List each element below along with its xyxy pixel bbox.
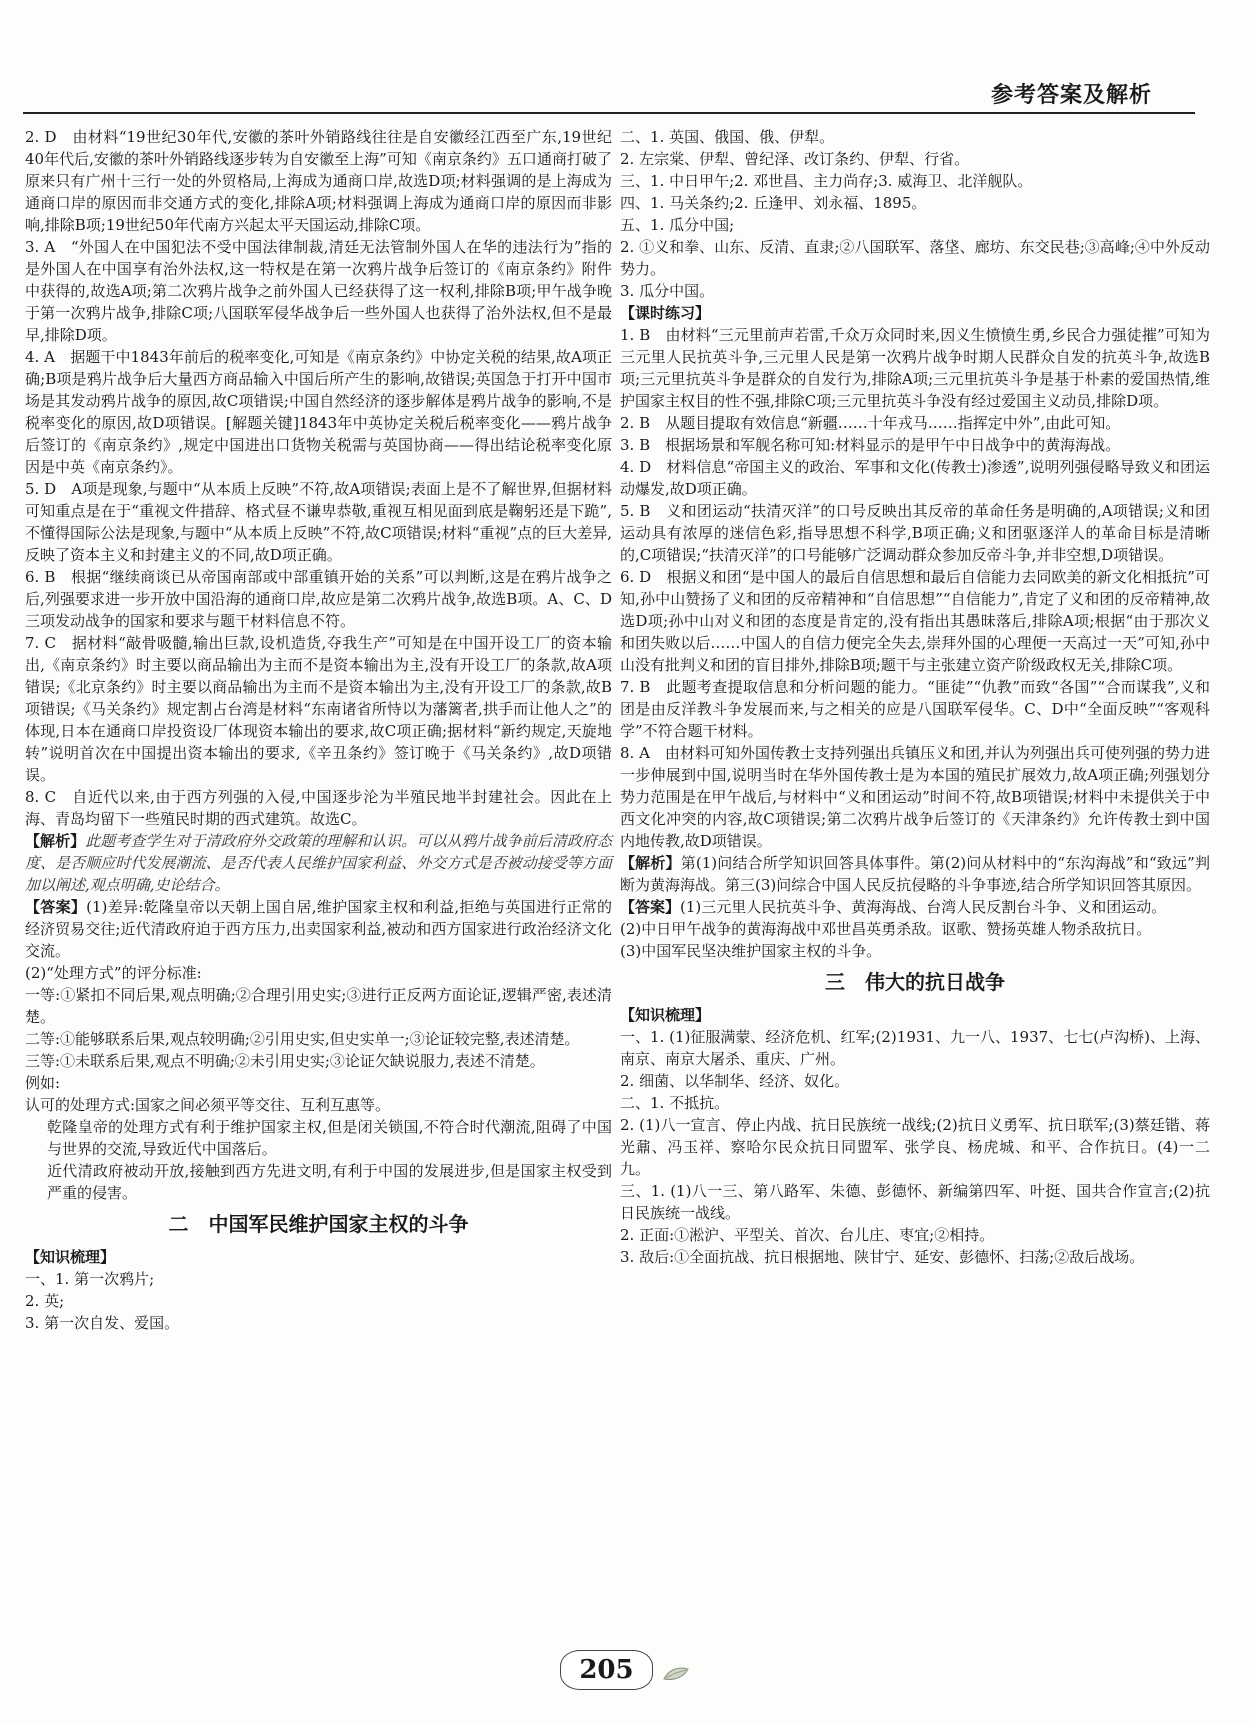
knowledge-item: 2. ①义和拳、山东、反清、直隶;②八国联军、落垡、廊坊、东交民巷;③高峰;④中外反动势力。 xyxy=(620,238,1210,278)
knowledge-item: 一、1. (1)征服满蒙、经济危机、红军;(2)1931、九一八、1937、七七(卢沟桥)、上海、南京、南京大屠杀、重庆、广州。 xyxy=(620,1028,1210,1068)
knowledge-item: 五、1. 瓜分中国; xyxy=(620,216,735,234)
practice-item: 3. B 根据场景和军舰名称可知:材料显示的是甲午中日战争中的黄海海战。 xyxy=(620,436,1121,454)
page-footer xyxy=(0,1650,1250,1690)
header-title: 参考答案及解析 xyxy=(990,83,1152,108)
knowledge-label: 【知识梳理】 xyxy=(620,1006,711,1024)
knowledge-label: 【知识梳理】 xyxy=(25,1248,116,1266)
analysis-label: 【解析】 xyxy=(620,854,681,872)
example-label: 例如: xyxy=(25,1074,61,1092)
q9-analysis xyxy=(620,852,1210,896)
q9-answer xyxy=(620,896,1210,918)
paragraph: 近代清政府被动开放,接触到西方先进文明,有利于中国的发展进步,但是国家主权受到严重的侵害。 xyxy=(47,1162,612,1202)
answer-item: 5. D A项是现象,与题中“从本质上反映”不符,故A项错误;表面上是不了解世界,但据材料可知重点是在于“重视文件措辞、格式昼不谦卑恭敬,重视互相见面到底是鞠躬还是下跪”,不懂得国际公法是现象,与题中“从本质上反映”不符,故C项错误;材料“重视”点的巨大差异,反映了资本主义和封建主义的不同,故D项正确。 xyxy=(25,480,612,564)
knowledge-item: 三、1. 中日甲午;2. 邓世昌、主力尚存;3. 威海卫、北洋舰队。 xyxy=(620,172,1033,190)
q9-answer xyxy=(25,896,612,962)
example-text: 认可的处理方式:国家之间必须平等交往、互利互惠等。 xyxy=(25,1096,391,1114)
page-number: 205 xyxy=(560,1650,652,1690)
answer-text: (1)三元里人民抗英斗争、黄海海战、台湾人民反割台斗争、义和团运动。 xyxy=(680,898,1167,916)
answer-item: 7. C 据材料“敲骨吸髓,输出巨款,设机造货,夺我生产”可知是在中国开设工厂的资本输出,《南京条约》时主要以商品输出为主而不是资本输出为主,没有开设工厂的条款,故A项错误;《北京条约》时主要以商品输出为主而不是资本输出为主,没有开设工厂的条款,故B项错误;《马关条约》规定割占台湾是材料“东南诸省所恃以为藩篱者,拱手而让他人之”的体现,日本在通商口岸投资设厂体现资本输出的要求,故C项正确;据材料“新约规定,天旋地转”说明首次在中国提出资本输出的要求,《辛丑条约》签订晚于《马关条约》,故D项错误。 xyxy=(25,634,612,784)
right-column xyxy=(620,126,1210,1268)
knowledge-item: 2. 细菌、以华制华、经济、奴化。 xyxy=(620,1072,850,1090)
answer-item: 2. D 由材料“19世纪30年代,安徽的茶叶外销路线往往是自安徽经江西至广东,19世纪40年代后,安徽的茶叶外销路线逐步转为自安徽至上海”可知《南京条约》五口通商打破了原来只有广州十三行一处的外贸格局,上海成为通商口岸,故选D项;材料强调的是上海成为通商口岸的原因而非交通方式的变化,排除A项;材料强调上海成为通商口岸的原因而非影响,排除B项;19世纪50年代南方兴起太平天国运动,排除C项。 xyxy=(25,128,612,234)
answer-item: 3. A “外国人在中国犯法不受中国法律制裁,清廷无法管制外国人在华的违法行为”指的是外国人在中国享有治外法权,这一特权是在第一次鸦片战争后签订的《南京条约》附件中获得的,故选A项;第二次鸦片战争之前外国人已经获得了这一权利,排除B项;甲午战争晚于第一次鸦片战争,排除C项;八国联军侵华战争后一些外国人也获得了治外法权,但不是最早,排除D项。 xyxy=(25,238,612,344)
answer-item: 6. B 根据“继续商谈已从帝国南部或中部重镇开始的关系”可以判断,这是在鸦片战争之后,列强要求进一步开放中国沿海的通商口岸,故应是第二次鸦片战争,故选B项。A、C、D三项发动战争的国家和要求与题干材料信息不符。 xyxy=(25,568,612,630)
left-column xyxy=(25,126,612,1334)
practice-item: 7. B 此题考查提取信息和分析问题的能力。“匪徒”“仇教”而致“各国”“合而谋我”,义和团是由反洋教斗争发展而来,与之相关的应是八国联军侵华。C、D中“全面反映”“客观科学”不符合题干材料。 xyxy=(620,678,1210,740)
knowledge-item: 一、1. 第一次鸦片; xyxy=(25,1270,155,1288)
analysis-label: 【解析】 xyxy=(25,832,86,850)
header-rule xyxy=(23,112,1195,114)
answer-label: 【答案】 xyxy=(620,898,681,916)
answer-text: (3)中国军民坚决维护国家主权的斗争。 xyxy=(620,942,882,960)
knowledge-item: 3. 瓜分中国。 xyxy=(620,282,715,300)
knowledge-item: 二、1. 不抵抗。 xyxy=(620,1094,730,1112)
paragraph: 乾隆皇帝的处理方式有利于维护国家主权,但是闭关锁国,不符合时代潮流,阻碍了中国与世界的交流,导致近代中国落后。 xyxy=(47,1118,612,1158)
analysis-text: 此题考查学生对于清政府外交政策的理解和认识。可以从鸦片战争前后清政府态度、是否顺应时代发展潮流、是否代表人民维护国家利益、外交方式是否被动接受等方面加以阐述,观点明确,史论结合。 xyxy=(25,832,612,894)
q9-analysis xyxy=(25,830,612,896)
answer-text: (2)中日甲午战争的黄海海战中邓世昌英勇杀敌。讴歌、赞扬英雄人物杀敌抗日。 xyxy=(620,920,1152,938)
knowledge-item: 3. 敌后:①全面抗战、抗日根据地、陕甘宁、延安、彭德怀、扫荡;②敌后战场。 xyxy=(620,1248,1145,1266)
grade-3: 三等:①未联系后果,观点不明确;②未引用史实;③论证欠缺说服力,表述不清楚。 xyxy=(25,1052,545,1070)
practice-item: 8. A 由材料可知外国传教士支持列强出兵镇压义和团,并认为列强出兵可使列强的势力进一步伸展到中国,说明当时在华外国传教士是为本国的殖民扩展效力,故A项正确;列强划分势力范围是在甲午战后,与材料中“义和团运动”时间不符,故B项错误;材料中未提供关于中西文化冲突的内容,故C项错误;第二次鸦片战争后签订的《天津条约》允许传教士到中国内地传教,故D项错误。 xyxy=(620,744,1210,850)
practice-item: 5. B 义和团运动“扶清灭洋”的口号反映出其反帝的革命任务是明确的,A项错误;义和团运动具有浓厚的迷信色彩,指导思想不科学,B项正确;义和团驱逐洋人的革命目标是清晰的,C项错误;“扶清灭洋”的口号能够广泛调动群众参加反帝斗争,并非空想,D项错误。 xyxy=(620,502,1210,564)
practice-item: 2. B 从题目提取有效信息“新疆……十年戎马……指挥定中外”,由此可知。 xyxy=(620,414,1121,432)
knowledge-item: 2. (1)八一宣言、停止内战、抗日民族统一战线;(2)抗日义勇军、抗日联军;(3)蔡廷锴、蒋光鼐、冯玉祥、察哈尔民众抗日同盟军、张学良、杨虎城、和平、合作抗日。(4)一二九。 xyxy=(620,1116,1210,1178)
knowledge-item: 四、1. 马关条约;2. 丘逢甲、刘永福、1895。 xyxy=(620,194,927,212)
knowledge-item: 二、1. 英国、俄国、俄、伊犁。 xyxy=(620,128,835,146)
practice-label: 【课时练习】 xyxy=(620,304,711,322)
practice-item: 4. D 材料信息“帝国主义的政治、军事和文化(传教士)渗透”,说明列强侵略导致义和团运动爆发,故D项正确。 xyxy=(620,458,1210,498)
answer-item: 8. C 自近代以来,由于西方列强的入侵,中国逐步沦为半殖民地半封建社会。因此在上海、青岛均留下一些殖民时期的西式建筑。故选C。 xyxy=(25,788,612,828)
knowledge-item: 三、1. (1)八一三、第八路军、朱德、彭德怀、新编第四军、叶挺、国共合作宣言;(2)抗日民族统一战线。 xyxy=(620,1182,1210,1222)
practice-item: 6. D 根据义和团“是中国人的最后自信思想和最后自信能力去同欧美的新文化相抵抗”可知,孙中山赞扬了义和团的反帝精神和“自信思想”“自信能力”,肯定了义和团的反帝精神,故选D项;孙中山对义和团的态度是肯定的,没有指出其愚昧落后,排除A项;根据“由于那次义和团失败以后……中国人的自信力便完全失去,崇拜外国的心理便一天高过一天”可知,孙中山没有批判义和团的盲目排外,排除B项;题干与主张建立资产阶级政权无关,排除C项。 xyxy=(620,568,1210,674)
section-title: 三 伟大的抗日战争 xyxy=(825,970,1005,994)
section-title: 二 中国军民维护国家主权的斗争 xyxy=(168,1212,469,1236)
grade-2: 二等:①能够联系后果,观点较明确;②引用史实,但史实单一;③论证较完整,表述清楚。 xyxy=(25,1030,580,1048)
criteria-title: (2)“处理方式”的评分标准: xyxy=(25,964,202,982)
grade-1: 一等:①紧扣不同后果,观点明确;②合理引用史实;③进行正反两方面论证,逻辑严密,表述清楚。 xyxy=(25,986,612,1026)
answer-item: 4. A 据题干中1843年前后的税率变化,可知是《南京条约》中协定关税的结果,故A项正确;B项是鸦片战争后大量西方商品输入中国后所产生的影响,故错误;英国急于打开中国市场是其发动鸦片战争的原因,故C项错误;中国自然经济的逐步解体是鸦片战争的影响,不是税率变化的原因,故D项错误。[解题关键]1843年中英协定关税后税率变化——鸦片战争后签订的《南京条约》,规定中国进出口货物关税需与英国协商——得出结论税率变化原因是中英《南京条约》。 xyxy=(25,348,612,476)
leaf-ornament-icon xyxy=(662,1665,690,1683)
answer-text: (1)差异:乾隆皇帝以天朝上国自居,维护国家主权和利益,拒绝与英国进行正常的经济贸易交往;近代清政府迫于西方压力,出卖国家利益,被动和西方国家进行政治经济文化交流。 xyxy=(25,898,612,960)
analysis-text: 第(1)问结合所学知识回答具体事件。第(2)问从材料中的“东沟海战”和“致远”判断为黄海海战。第三(3)问综合中国人民反抗侵略的斗争事迹,结合所学知识回答其原因。 xyxy=(620,854,1210,894)
practice-item: 1. B 由材料“三元里前声若雷,千众万众同时来,因义生愤愤生勇,乡民合力强徒摧”可知为三元里人民抗英斗争,三元里人民是第一次鸦片战争时期人民群众自发的抗英斗争,故选B项;三元里抗英斗争是群众的自发行为,排除A项;三元里抗英斗争是基于朴素的爱国热情,维护国家主权目的性不强,排除C项;三元里抗英斗争没有经过爱国主义动员,排除D项。 xyxy=(620,326,1210,410)
knowledge-item: 2. 左宗棠、伊犁、曾纪泽、改订条约、伊犁、行省。 xyxy=(620,150,970,168)
knowledge-item: 2. 英; xyxy=(25,1292,65,1310)
knowledge-item: 3. 第一次自发、爱国。 xyxy=(25,1314,180,1332)
knowledge-item: 2. 正面:①淞沪、平型关、首次、台儿庄、枣宜;②相持。 xyxy=(620,1226,995,1244)
answer-label: 【答案】 xyxy=(25,898,87,916)
